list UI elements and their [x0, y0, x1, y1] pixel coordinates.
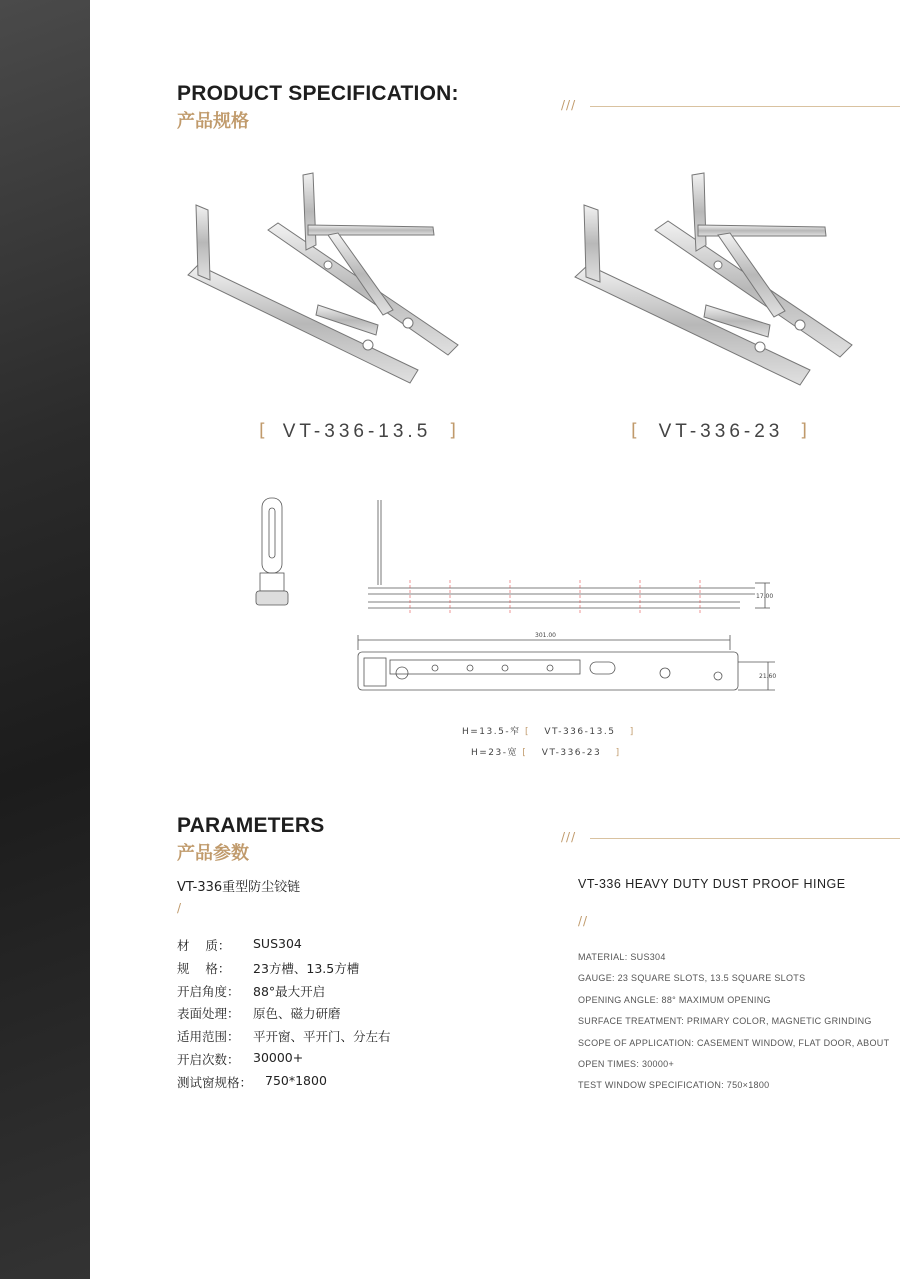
note-bracket-open: [: [524, 727, 530, 737]
dim-width: 21.60: [759, 673, 777, 680]
cn-slash-deco: /: [177, 901, 183, 915]
param-item-en: OPENING ANGLE: 88° MAXIMUM OPENING: [578, 994, 771, 1005]
en-slash-deco: //: [578, 914, 589, 928]
spec-rule: [590, 106, 900, 107]
model-1-bracket-open: [: [259, 420, 267, 441]
model-1-bracket-close: ]: [449, 420, 457, 441]
dim-length: 301.00: [535, 632, 556, 639]
model-2-bracket-open: [: [631, 420, 639, 441]
note-row-13-5: [462, 724, 635, 737]
model-2-label: VT-336-23: [658, 421, 784, 442]
side-band: [0, 0, 90, 1279]
spec-title: PRODUCT SPECIFICATION:: [177, 82, 459, 105]
dim-height: 17.00: [756, 593, 774, 600]
param-item-en: GAUGE: 23 SQUARE SLOTS, 13.5 SQUARE SLOTS: [578, 973, 806, 984]
param-item-en: SCOPE OF APPLICATION: CASEMENT WINDOW, FLAT DOOR, ABOUT: [578, 1037, 890, 1048]
params-slash-deco: ///: [561, 830, 577, 844]
hinge-image-23: [570, 165, 860, 395]
note-prefix: H=13.5-窄: [462, 727, 521, 737]
note-prefix: H=23-宽: [471, 748, 519, 758]
params-rule: [590, 838, 900, 839]
param-item: 开启次数： 30000+: [177, 1049, 304, 1067]
params-subtitle: 产品参数: [177, 843, 249, 864]
note-bracket-close: ]: [615, 748, 621, 758]
hinge-image-13-5: [178, 165, 468, 395]
param-list-cn: [177, 936, 391, 1096]
params-title: PARAMETERS: [177, 814, 325, 837]
param-item: 材 质： SUS304: [177, 936, 302, 953]
param-item-en: OPEN TIMES: 30000+: [578, 1058, 675, 1069]
note-model: VT-336-23: [541, 748, 602, 758]
note-row-23: [471, 745, 621, 758]
param-item-en: MATERIAL: SUS304: [578, 952, 666, 962]
param-item: 测试窗规格： 750*1800: [177, 1072, 327, 1090]
technical-drawing: [240, 490, 800, 710]
spec-slash-deco: ///: [561, 98, 577, 112]
note-model: VT-336-13.5: [544, 727, 616, 737]
param-list-en: [578, 952, 889, 1102]
product-name-en: VT-336 HEAVY DUTY DUST PROOF HINGE: [578, 877, 846, 891]
param-item: 规 格： 23方槽、13.5方槽: [177, 960, 360, 976]
product-name-cn: VT-336重型防尘铰链: [177, 880, 301, 895]
param-item: 开启角度： 88°最大开启: [177, 983, 326, 999]
spec-subtitle: 产品规格: [177, 111, 249, 132]
model-1-label: VT-336-13.5: [282, 421, 432, 442]
note-bracket-open: [: [522, 748, 528, 758]
note-bracket-close: ]: [629, 727, 635, 737]
model-2-bracket-close: ]: [800, 420, 808, 441]
param-item-en: TEST WINDOW SPECIFICATION: 750×1800: [578, 1080, 770, 1091]
param-item: 适用范围： 平开窗、平开门、分左右: [177, 1029, 391, 1045]
param-item-en: SURFACE TREATMENT: PRIMARY COLOR, MAGNETIC GRINDING: [578, 1016, 872, 1027]
param-item: 表面处理： 原色、磁力研磨: [177, 1006, 341, 1022]
